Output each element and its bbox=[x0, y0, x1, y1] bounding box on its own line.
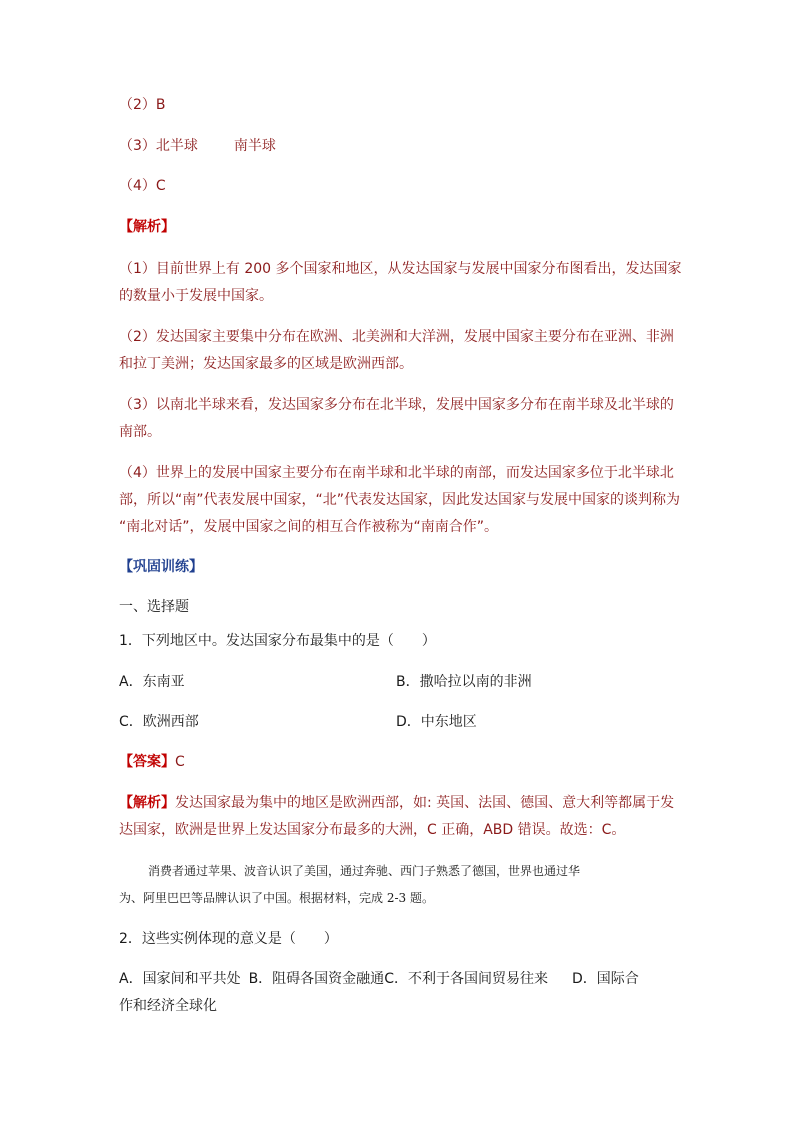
q2-option-d: D．国际合 bbox=[571, 971, 639, 987]
q1-option-c: C．欧洲西部 bbox=[119, 714, 199, 730]
answer-value: C bbox=[175, 754, 185, 770]
analysis-p3-line2: 南部。 bbox=[119, 424, 161, 440]
analysis-p3-line1: （3）以南北半球来看，发达国家多分布在北半球，发展中国家多分布在南半球及北半球的 bbox=[119, 397, 674, 413]
q1-option-a: A．东南亚 bbox=[119, 674, 185, 690]
q2-stem: 2．这些实例体现的意义是（ ） bbox=[119, 931, 338, 947]
q1-analysis-line1 bbox=[119, 796, 674, 810]
q1-analysis-label: 【解析】 bbox=[119, 795, 175, 811]
q1-stem: 1．下列地区中。发达国家分布最集中的是（ ） bbox=[119, 633, 436, 649]
answer-3-north: （3）北半球 bbox=[119, 138, 198, 154]
q1-answer bbox=[119, 755, 185, 769]
q2-option-a: A．国家间和平共处 bbox=[119, 971, 241, 987]
material-line2: 为、阿里巴巴等品牌认识了中国。根据材料，完成 2-3 题。 bbox=[119, 891, 434, 905]
q2-option-b: B．阻碍各国资金融通 bbox=[248, 971, 385, 987]
section-title: 一、选择题 bbox=[119, 599, 189, 615]
practice-heading: 【巩固训练】 bbox=[119, 559, 203, 575]
analysis-p4-line1: （4）世界上的发展中国家主要分布在南半球和北半球的南部，而发达国家多位于北半球北 bbox=[119, 465, 674, 481]
q1-option-b: B．撒哈拉以南的非洲 bbox=[396, 674, 532, 690]
material-line1: 消费者通过苹果、波音认识了美国，通过奔驰、西门子熟悉了德国，世界也通过华 bbox=[148, 864, 581, 878]
analysis-p4-line3: “南北对话”，发展中国家之间的相互合作被称为“南南合作”。 bbox=[119, 519, 499, 535]
q2-options-line1 bbox=[119, 972, 639, 986]
answer-2: （2）B bbox=[119, 97, 166, 113]
q1-analysis-line2: 达国家，欧洲是世界上发达国家分布最多的大洲，C 正确，ABD 错误。故选：C。 bbox=[119, 822, 626, 838]
q1-analysis-text: 发达国家最为集中的地区是欧洲西部，如: 英国、法国、德国、意大利等都属于发 bbox=[175, 795, 675, 811]
q2-option-d-continued: 作和经济全球化 bbox=[119, 998, 217, 1014]
analysis-p1-line2: 的数量小于发展中国家。 bbox=[119, 288, 273, 304]
q1-option-d: D．中东地区 bbox=[396, 714, 477, 730]
answer-3-south: 南半球 bbox=[233, 138, 276, 154]
analysis-heading: 【解析】 bbox=[119, 219, 175, 235]
answer-4: （4）C bbox=[119, 178, 166, 194]
answer-3 bbox=[119, 139, 276, 153]
answer-label: 【答案】 bbox=[119, 754, 175, 770]
analysis-p4-line2: 部，所以“南”代表发展中国家，“北”代表发达国家，因此发达国家与发展中国家的谈判称为 bbox=[119, 492, 681, 508]
analysis-p2-line1: （2）发达国家主要集中分布在欧洲、北美洲和大洋洲，发展中国家主要分布在亚洲、非洲 bbox=[119, 329, 674, 345]
analysis-p2-line2: 和拉丁美洲；发达国家最多的区域是欧洲西部。 bbox=[119, 356, 413, 372]
analysis-p1-line1: （1）目前世界上有 200 多个国家和地区，从发达国家与发展中国家分布图看出，发达国家 bbox=[119, 261, 682, 277]
q2-option-c: C．不利于各国间贸易往来 bbox=[384, 971, 548, 987]
